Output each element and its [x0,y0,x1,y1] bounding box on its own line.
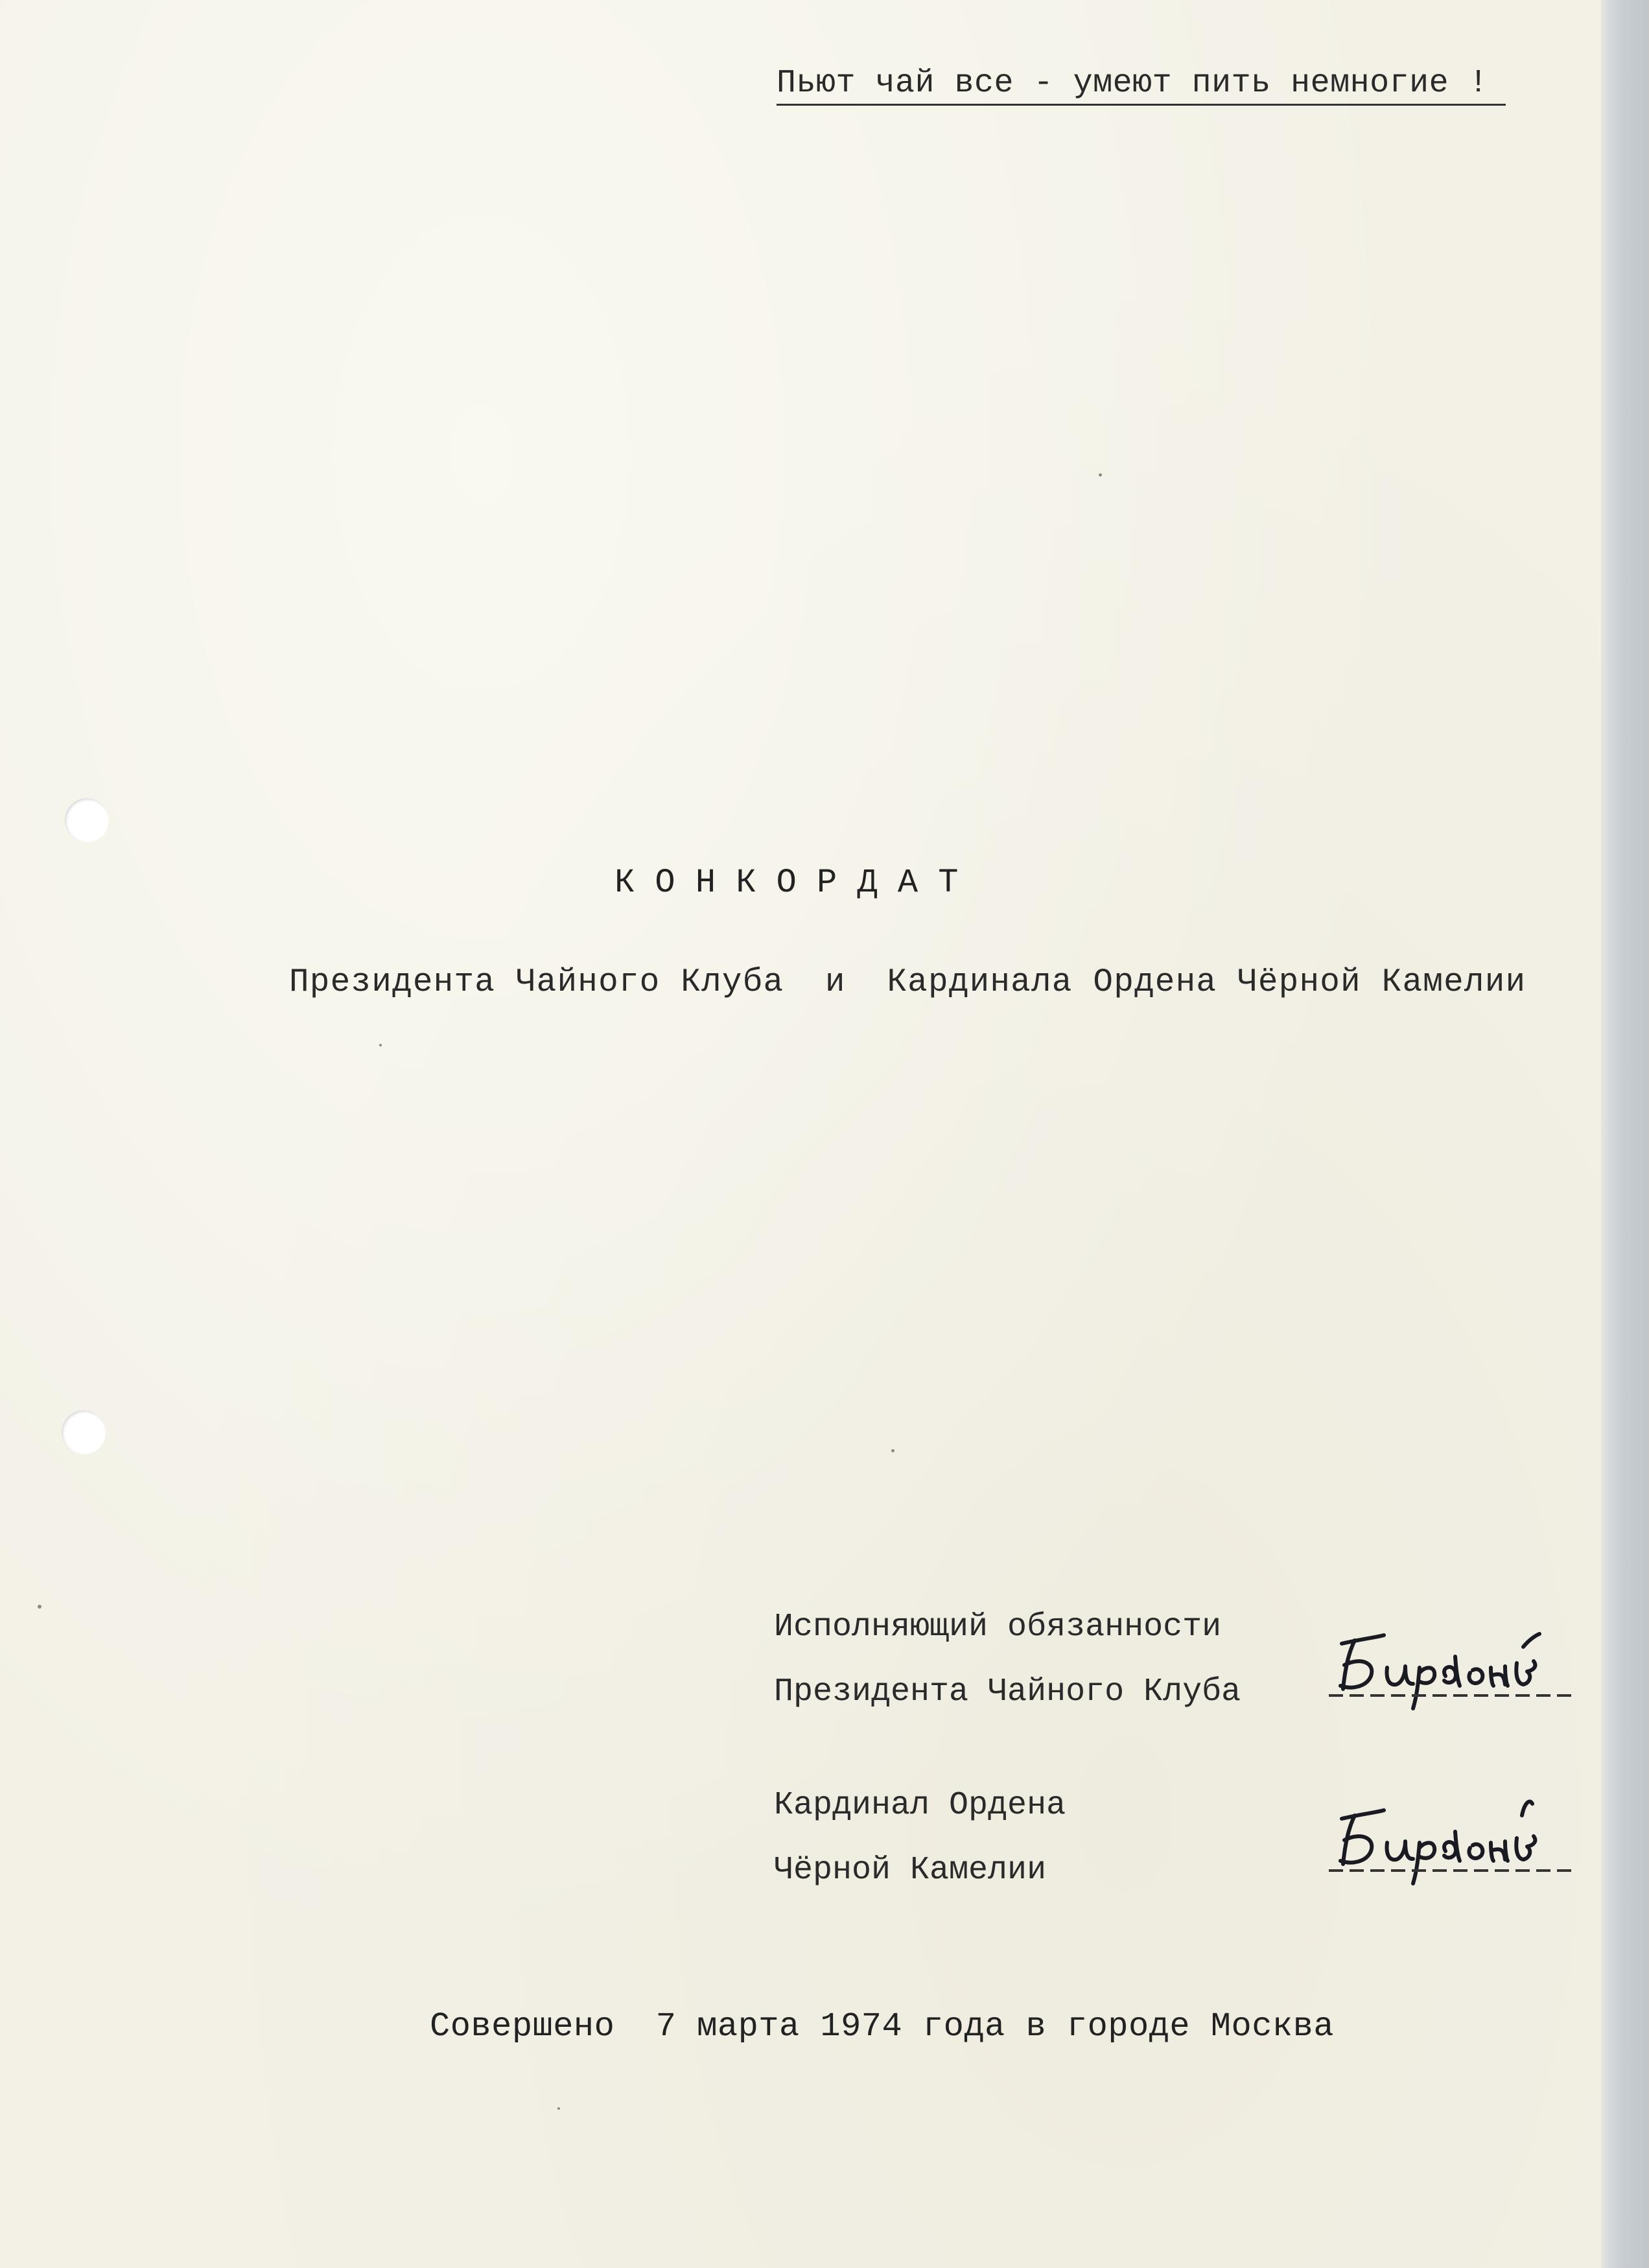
paper-speck [1099,473,1102,477]
paper-speck [379,1044,382,1046]
punch-hole-top [65,798,109,842]
epigraph-underline [777,104,1506,106]
signatory-2-role-line-2: Чёрной Камелии [774,1852,1047,1889]
signature-1 [1316,1621,1582,1718]
signatory-2-role-line-1: Кардинал Ордена [774,1787,1066,1824]
document-subtitle: Президента Чайного Клуба и Кардинала Ордена Чёрной Камелии [289,964,1526,1001]
signatory-1-role-line-2: Президента Чайного Клуба [774,1673,1241,1710]
paper-speck [557,2107,560,2110]
closing-line: Совершено 7 марта 1974 года в городе Москва [430,2007,1335,2046]
punch-hole-bottom [62,1410,106,1454]
signature-2 [1316,1796,1582,1893]
signatory-1-role-line-1: Исполняющий обязанности [774,1609,1222,1646]
epigraph: Пьют чай все - умеют пить немногие ! [777,65,1489,102]
paper-speck [891,1449,895,1452]
scanner-background-edge [1601,0,1649,2268]
document-title: К О Н К О Р Д А Т [614,864,959,902]
paper-speck [38,1605,41,1609]
